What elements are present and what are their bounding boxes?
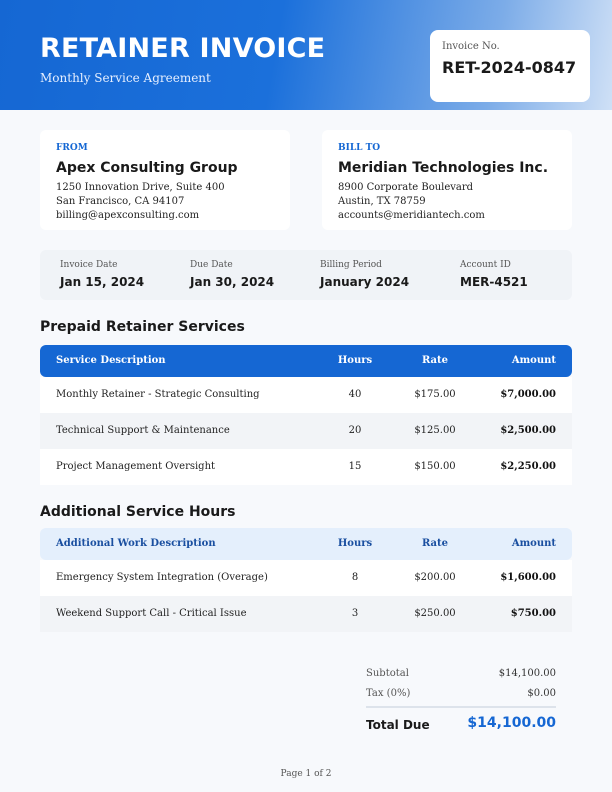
row-description: Monthly Retainer - Strategic Consulting xyxy=(56,389,260,400)
row-hours: 20 xyxy=(348,425,362,436)
from-address-line-1: 1250 Innovation Drive, Suite 400 xyxy=(56,182,225,193)
column-header-hours: Hours xyxy=(337,355,373,366)
invoice-number-label: Invoice No. xyxy=(442,41,500,52)
row-rate: $150.00 xyxy=(414,461,456,472)
account-id-label: Account ID xyxy=(460,260,511,270)
row-amount: $2,500.00 xyxy=(500,425,556,436)
row-description: Weekend Support Call - Critical Issue xyxy=(56,608,247,619)
from-card xyxy=(40,130,290,230)
bill-to-address-line-1: 8900 Corporate Boulevard xyxy=(338,182,474,193)
invoice-number-value: RET-2024-0847 xyxy=(442,58,577,77)
from-label: FROM xyxy=(56,143,88,153)
column-header-description: Additional Work Description xyxy=(56,538,216,549)
bill-to-address-line-2: Austin, TX 78759 xyxy=(338,196,426,207)
invoice-meta-bar xyxy=(40,250,572,300)
bill-to-label: BILL TO xyxy=(338,143,381,153)
account-id-value: MER-4521 xyxy=(460,275,528,289)
due-date-label: Due Date xyxy=(190,260,233,270)
invoice-subtitle: Monthly Service Agreement xyxy=(40,71,211,85)
table-row xyxy=(40,560,572,596)
table-row xyxy=(40,377,572,413)
subtotal-value: $14,100.00 xyxy=(498,668,556,679)
billing-period-label: Billing Period xyxy=(320,260,382,270)
row-description: Technical Support & Maintenance xyxy=(56,425,230,436)
row-rate: $250.00 xyxy=(414,608,456,619)
column-header-description: Service Description xyxy=(56,355,166,366)
row-hours: 40 xyxy=(348,389,362,400)
bill-to-email: accounts@meridiantech.com xyxy=(338,210,485,221)
from-name: Apex Consulting Group xyxy=(56,160,238,176)
column-header-amount: Amount xyxy=(511,355,556,366)
invoice-date-label: Invoice Date xyxy=(60,260,118,270)
table-row xyxy=(40,449,572,485)
row-amount: $1,600.00 xyxy=(500,572,556,583)
retainer-table-header xyxy=(40,345,572,377)
row-amount: $750.00 xyxy=(510,608,556,619)
row-rate: $175.00 xyxy=(414,389,456,400)
due-date-value: Jan 30, 2024 xyxy=(190,275,275,289)
row-description: Project Management Oversight xyxy=(56,461,216,472)
from-email: billing@apexconsulting.com xyxy=(56,210,200,221)
row-rate: $200.00 xyxy=(414,572,456,583)
bill-to-card xyxy=(322,130,572,230)
table-row xyxy=(40,413,572,449)
invoice-date-value: Jan 15, 2024 xyxy=(60,275,145,289)
from-address-line-2: San Francisco, CA 94107 xyxy=(56,196,185,207)
additional-section-title: Additional Service Hours xyxy=(40,504,236,520)
row-rate: $125.00 xyxy=(414,425,456,436)
row-amount: $2,250.00 xyxy=(500,461,556,472)
row-hours: 8 xyxy=(351,572,359,583)
retainer-section-title: Prepaid Retainer Services xyxy=(40,319,245,335)
total-due-value: $14,100.00 xyxy=(467,715,556,731)
billing-period-value: January 2024 xyxy=(320,275,410,289)
tax-label: Tax (0%) xyxy=(366,688,411,699)
invoice-number-card xyxy=(430,30,590,102)
column-header-amount: Amount xyxy=(511,538,556,549)
subtotal-label: Subtotal xyxy=(366,668,409,679)
column-header-rate: Rate xyxy=(421,538,448,549)
tax-value: $0.00 xyxy=(527,688,556,699)
row-hours: 3 xyxy=(351,608,359,619)
table-row xyxy=(40,596,572,632)
invoice-header xyxy=(0,0,612,110)
row-description: Emergency System Integration (Overage) xyxy=(56,572,268,583)
row-amount: $7,000.00 xyxy=(500,389,556,400)
page-number: Page 1 of 2 xyxy=(280,769,332,779)
column-header-hours: Hours xyxy=(337,538,373,549)
additional-table-header xyxy=(40,528,572,560)
totals-divider xyxy=(366,706,556,708)
row-hours: 15 xyxy=(348,461,362,472)
invoice-title: RETAINER INVOICE xyxy=(40,33,326,64)
total-due-label: Total Due xyxy=(366,718,430,732)
column-header-rate: Rate xyxy=(421,355,448,366)
bill-to-name: Meridian Technologies Inc. xyxy=(338,160,549,176)
